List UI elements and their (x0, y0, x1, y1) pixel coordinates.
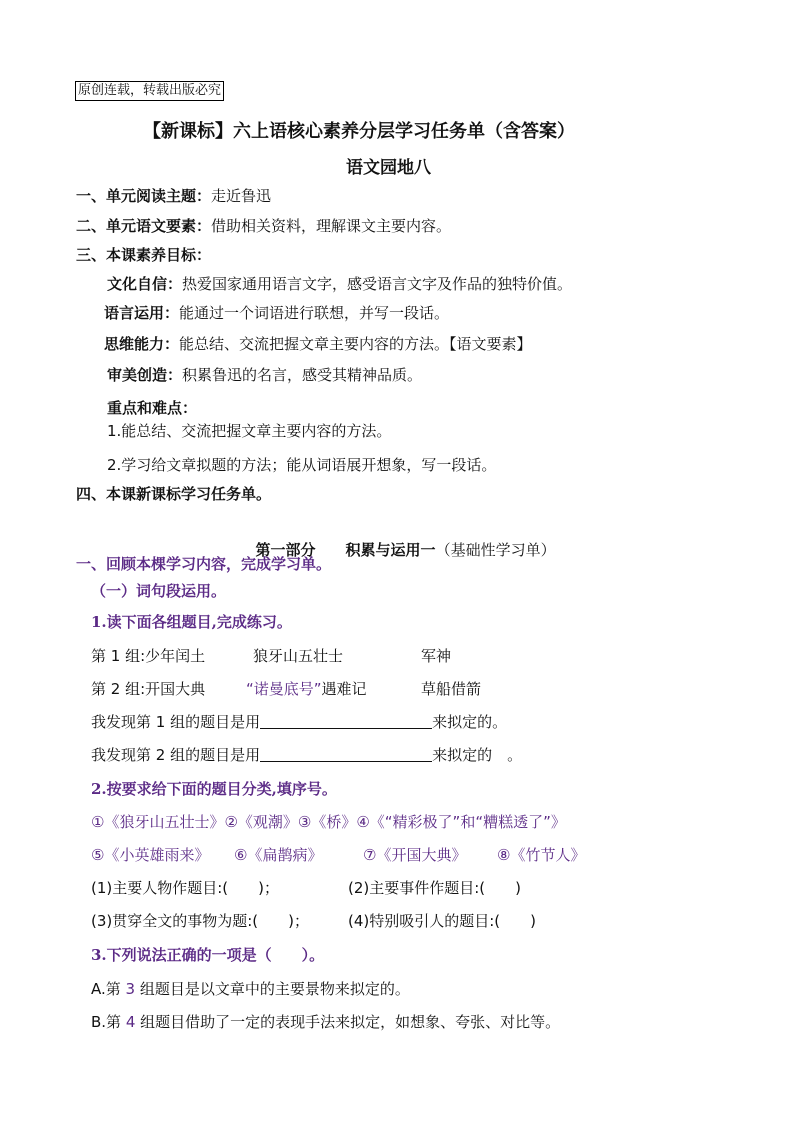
question-3-title: 3.下列说法正确的一项是（ ）。 (91, 946, 325, 964)
answer-blank[interactable] (260, 745, 432, 762)
section-text: 走近鲁迅 (211, 187, 272, 205)
option-text: 组题目是以文章中的主要景物来拟定的。 (135, 980, 410, 998)
classify-4[interactable]: (4)特别吸引人的题目:( ) (348, 912, 537, 930)
section-label: 一、单元阅读主题： (76, 187, 212, 205)
goal-culture (107, 274, 572, 294)
title-item-6: ⑥《扁鹊病》 (234, 846, 323, 864)
keypoint-item: 1.能总结、交流把握文章主要内容的方法。 (107, 422, 392, 440)
page-title: 【新课标】六上语核心素养分层学习任务单（含答案） (143, 121, 575, 142)
title-list-row-1: ①《狼牙山五壮士》②《观潮》③《桥》④《“精彩极了”和“糟糕透了”》 (91, 813, 566, 831)
option-prefix: A.第 (91, 980, 126, 998)
section-goals-heading: 三、本课素养目标： (76, 246, 212, 264)
classify-2[interactable]: (2)主要事件作题目:( ) (348, 879, 522, 897)
keypoints-heading: 重点和难点： (107, 399, 198, 417)
option-prefix: B.第 (91, 1013, 126, 1031)
option-number: 3 (125, 980, 136, 998)
option-a[interactable] (91, 979, 410, 999)
title-item-5: ⑤《小英雄雨来》 (91, 846, 210, 864)
question-1-title: 1.读下面各组题目,完成练习。 (91, 613, 292, 631)
goal-label: 语言运用： (104, 304, 180, 322)
fill-suffix: 来拟定的 。 (432, 746, 523, 764)
fill-suffix: 来拟定的。 (432, 713, 508, 731)
group-2-title-b (246, 679, 367, 699)
review-heading: 一、回顾本棵学习内容，完成学习单。 (76, 555, 332, 573)
section-reading-theme (76, 186, 271, 206)
goal-text: 积累鲁迅的名言，感受其精神品质。 (182, 366, 423, 384)
goal-label: 思维能力： (104, 335, 180, 353)
section-label: 二、单元语文要素： (76, 217, 212, 235)
classify-3[interactable]: (3)贯穿全文的事物为题:( )； (91, 912, 310, 930)
option-number: 4 (125, 1013, 136, 1031)
keypoint-item: 2.学习给文章拟题的方法；能从词语展开想象，写一段话。 (107, 456, 497, 474)
group-1-title-b: 狼牙山五壮士 (253, 647, 344, 665)
copyright-stamp: 原创连载，转载出版必究 (75, 81, 224, 101)
goal-text: 热爱国家通用语言文字，感受语言文字及作品的独特价值。 (182, 275, 573, 293)
goal-label: 审美创造： (107, 366, 183, 384)
part-subtitle: （基础性学习单） (435, 541, 556, 559)
question-2-title: 2.按要求给下面的题目分类,填序号。 (91, 780, 337, 798)
group-1-label: 第 1 组:少年闰土 (91, 647, 206, 665)
option-b[interactable] (91, 1012, 560, 1032)
section-text: 借助相关资料，理解课文主要内容。 (211, 217, 452, 235)
goal-aesthetic (107, 365, 422, 385)
fill-prefix: 我发现第 1 组的题目是用 (91, 713, 261, 731)
section-language-element (76, 216, 451, 236)
goal-text: 能通过一个词语进行联想，并写一段话。 (179, 304, 450, 322)
goal-thinking (104, 334, 532, 354)
subsection-heading: （一）词句段运用。 (91, 582, 227, 600)
option-text: 组题目借助了一定的表现手法来拟定，如想象、夸张、对比等。 (135, 1013, 561, 1031)
fill-line-2 (91, 745, 522, 765)
goal-language (104, 303, 449, 323)
fill-prefix: 我发现第 2 组的题目是用 (91, 746, 261, 764)
page-subtitle: 语文园地八 (346, 158, 431, 178)
section-task-sheet: 四、本课新课标学习任务单。 (76, 485, 272, 503)
answer-blank[interactable] (260, 712, 432, 729)
goal-label: 文化自信： (107, 275, 183, 293)
group-1-title-c: 军神 (421, 647, 452, 665)
title-item-7: ⑦《开国大典》 (363, 846, 467, 864)
quoted-title: “诺曼底号” (246, 680, 322, 698)
goal-text: 能总结、交流把握文章主要内容的方法。【语文要素】 (179, 335, 532, 353)
classify-1[interactable]: (1)主要人物作题目:( )； (91, 879, 280, 897)
group-2-title-c: 草船借箭 (421, 680, 482, 698)
title-suffix: 遇难记 (321, 680, 367, 698)
part-title: 第一部分 积累与运用一 (255, 541, 436, 559)
fill-line-1 (91, 712, 507, 732)
group-2-label: 第 2 组:开国大典 (91, 680, 206, 698)
title-item-8: ⑧《竹节人》 (497, 846, 586, 864)
